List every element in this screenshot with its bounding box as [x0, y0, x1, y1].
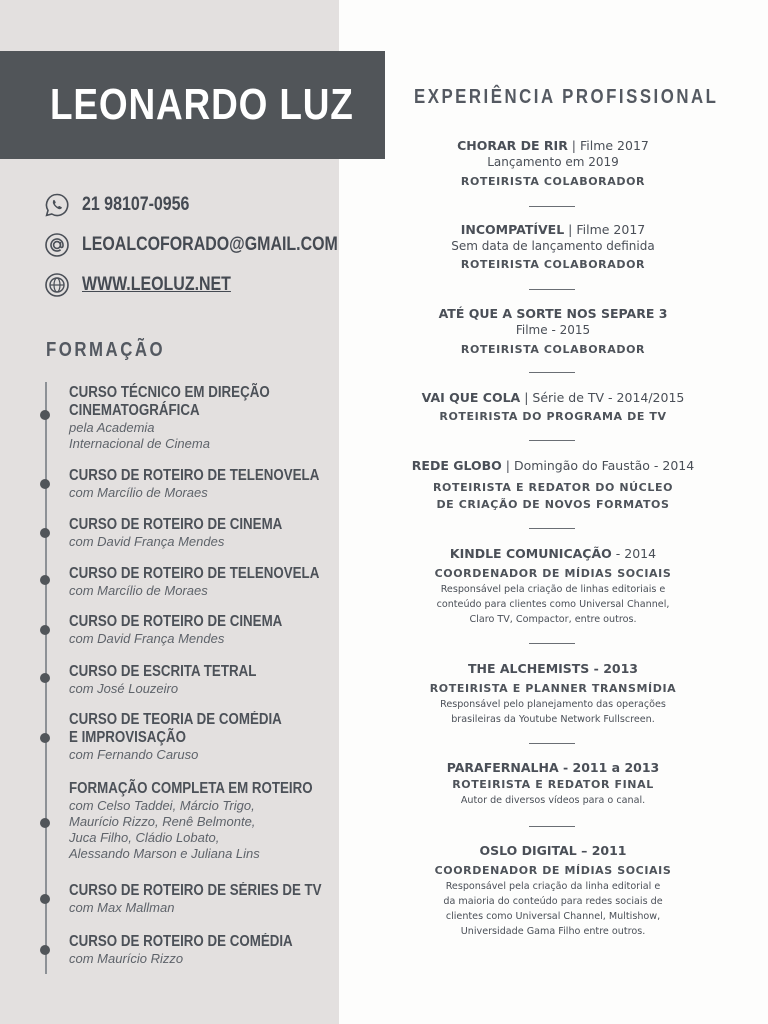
globe-icon	[44, 272, 70, 298]
timeline-dot	[40, 410, 50, 420]
experience-detail: - 2014	[611, 546, 657, 561]
separator	[529, 743, 575, 744]
experience-name: INCOMPATÍVEL	[460, 222, 565, 237]
experience-name: PARAFERNALHA - 2011 a 2013	[446, 760, 660, 775]
experience-role: COORDENADOR DE MÍDIAS SOCIAIS	[434, 567, 672, 580]
course-item	[69, 780, 334, 862]
course-title: CURSO DE TEORIA DE COMÉDIA E IMPROVISAÇÃO	[69, 711, 282, 746]
timeline-dot	[40, 733, 50, 743]
course-subtitle: com Marcílio de Moraes	[69, 485, 208, 500]
experience-role: ROTEIRISTA COLABORADOR	[460, 175, 646, 188]
experience-description: Responsável pela criação de linhas editoriais e conteúdo para clientes como Universal Channel, Claro TV, Compactor, entre outros.	[436, 584, 670, 625]
separator	[529, 528, 575, 529]
experience-description: Responsável pelo planejamento das operações brasileiras da Youtube Network Fullscreen.	[440, 699, 666, 725]
course-item	[69, 384, 334, 452]
experience-name: OSLO DIGITAL – 2011	[479, 843, 627, 858]
person-name: LEONARDO LUZ	[50, 80, 354, 129]
timeline-dot	[40, 818, 50, 828]
experience-detail: | Série de TV - 2014/2015	[520, 390, 685, 405]
at-icon	[44, 232, 70, 258]
experience-role: ROTEIRISTA COLABORADOR	[460, 258, 646, 271]
experience-name: ATÉ QUE A SORTE NOS SEPARE 3	[438, 306, 668, 321]
experience-name: REDE GLOBO	[411, 458, 502, 473]
experience-name: KINDLE COMUNICAÇÃO	[449, 546, 612, 561]
course-item	[69, 933, 334, 967]
experience-detail: | Filme 2017	[564, 222, 646, 237]
experience-role: ROTEIRISTA COLABORADOR	[460, 343, 646, 356]
timeline-dot	[40, 575, 50, 585]
course-subtitle: com Marcílio de Moraes	[69, 583, 208, 598]
course-title: CURSO DE ROTEIRO DE CINEMA	[69, 613, 283, 630]
experience-detail: | Filme 2017	[567, 138, 649, 153]
course-title: CURSO DE ROTEIRO DE TELENOVELA	[69, 565, 320, 582]
timeline-dot	[40, 894, 50, 904]
course-title: CURSO DE ROTEIRO DE SÉRIES DE TV	[69, 882, 322, 899]
course-title: CURSO TÉCNICO EM DIREÇÃO CINEMATOGRÁFICA	[69, 384, 270, 419]
course-item	[69, 565, 334, 599]
experience-role: ROTEIRISTA DO PROGRAMA DE TV	[439, 410, 667, 423]
separator	[529, 289, 575, 290]
experience-item	[395, 843, 711, 939]
course-title: CURSO DE ROTEIRO DE TELENOVELA	[69, 467, 320, 484]
course-item	[69, 711, 334, 763]
course-title: FORMAÇÃO COMPLETA EM ROTEIRO	[69, 780, 313, 797]
experience-description: Responsável pela criação da linha editorial e da maioria do conteúdo para redes sociais de clientes como Universal Channel, Multishow, Universidade Gama Filho entre outros.	[443, 881, 663, 937]
experience-role: ROTEIRISTA E REDATOR DO NÚCLEO DE CRIAÇÃO DE NOVOS FORMATOS	[432, 481, 674, 511]
course-item	[69, 467, 334, 501]
timeline-dot	[40, 528, 50, 538]
course-item	[69, 882, 334, 916]
timeline-dot	[40, 479, 50, 489]
separator	[529, 643, 575, 644]
course-title: CURSO DE ROTEIRO DE COMÉDIA	[69, 933, 293, 950]
experience-item	[395, 138, 711, 190]
experience-note: Filme - 2015	[515, 323, 591, 337]
course-subtitle: com Fernando Caruso	[69, 747, 199, 762]
phone-icon	[44, 192, 70, 218]
experience-name: CHORAR DE RIR	[457, 138, 568, 153]
website-link[interactable]: WWW.LEOLUZ.NET	[82, 274, 231, 295]
timeline-dot	[40, 945, 50, 955]
timeline-dot	[40, 673, 50, 683]
experience-description: Autor de diversos vídeos para o canal.	[460, 795, 646, 806]
separator	[529, 206, 575, 207]
experience-item	[395, 306, 711, 358]
experience-item	[395, 458, 711, 513]
course-title: CURSO DE ROTEIRO DE CINEMA	[69, 516, 283, 533]
timeline-dot	[40, 625, 50, 635]
separator	[529, 372, 575, 373]
experience-name: THE ALCHEMISTS - 2013	[468, 661, 638, 676]
experience-role: COORDENADOR DE MÍDIAS SOCIAIS	[434, 864, 672, 877]
course-title: CURSO DE ESCRITA TETRAL	[69, 663, 257, 680]
experience-name: VAI QUE COLA	[421, 390, 521, 405]
course-subtitle: com José Louzeiro	[69, 681, 179, 696]
email-address[interactable]: LEOALCOFORADO@GMAIL.COM	[82, 234, 338, 255]
experience-item	[395, 222, 711, 273]
experience-role: ROTEIRISTA E PLANNER TRANSMÍDIA	[429, 682, 677, 695]
course-subtitle: com David França Mendes	[69, 534, 225, 549]
course-subtitle: pela Academia Internacional de Cinema	[69, 420, 210, 451]
course-item	[69, 663, 334, 697]
course-subtitle: com Celso Taddei, Márcio Trigo, Maurício Rizzo, Renê Belmonte, Juca Filho, Cládio Lobato, Alessando Marson e Juliana Lins	[69, 798, 260, 861]
course-item	[69, 613, 334, 647]
course-subtitle: com Max Mallman	[69, 900, 175, 915]
phone-number: 21 98107-0956	[82, 194, 190, 215]
experience-role: ROTEIRISTA E REDATOR FINAL	[452, 778, 654, 791]
experience-note: Lançamento em 2019	[487, 155, 619, 169]
experience-title: EXPERIÊNCIA PROFISSIONAL	[414, 86, 719, 108]
education-title: FORMAÇÃO	[46, 339, 166, 361]
experience-note: Sem data de lançamento definida	[451, 239, 655, 253]
experience-item	[395, 760, 711, 808]
separator	[529, 826, 575, 827]
separator	[529, 440, 575, 441]
course-subtitle: com Maurício Rizzo	[69, 951, 184, 966]
experience-item	[395, 390, 711, 425]
experience-item	[395, 661, 711, 727]
experience-item	[395, 546, 711, 627]
experience-detail: | Domingão do Faustão - 2014	[501, 458, 695, 473]
course-subtitle: com David França Mendes	[69, 631, 225, 646]
course-item	[69, 516, 334, 550]
